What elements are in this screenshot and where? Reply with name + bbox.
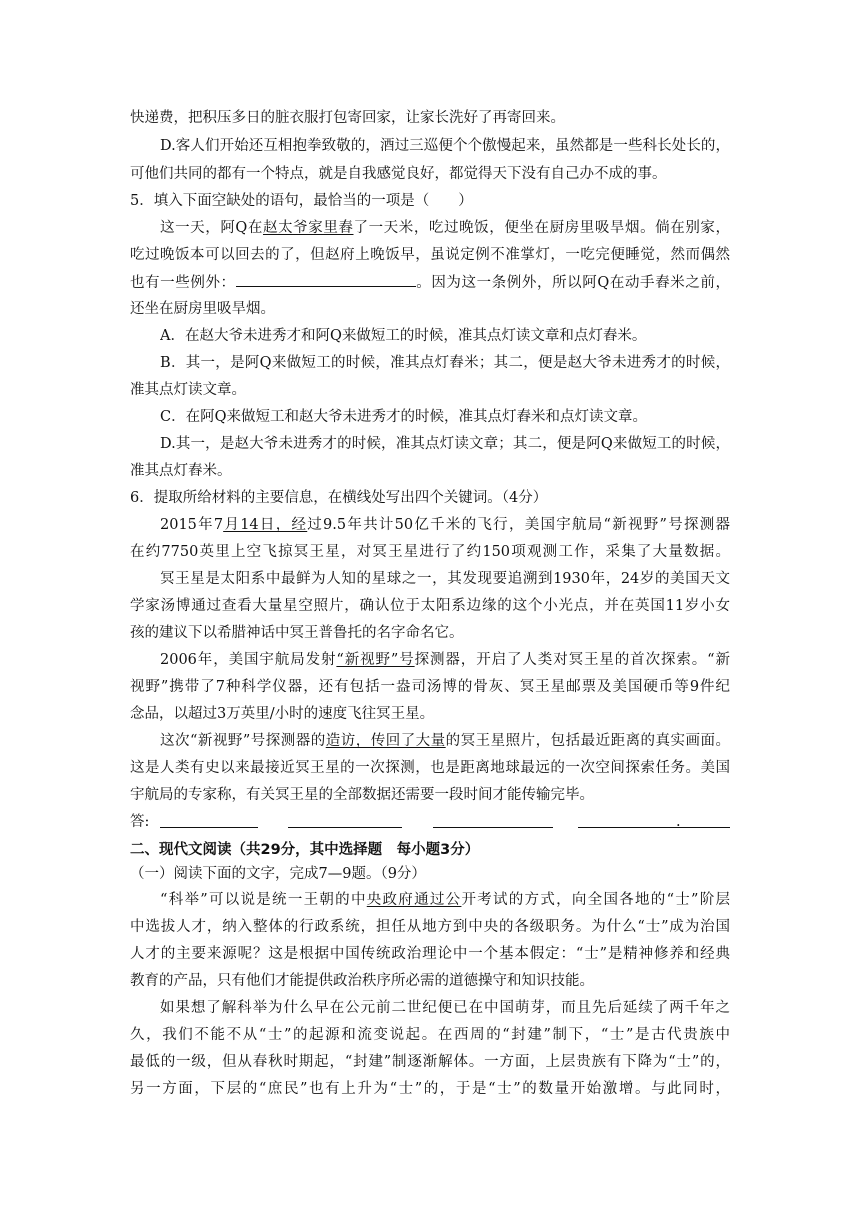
q5-passage-text: 了一天米，吃过晚饭，便坐在厨房里吸旱烟。倘在别家， — [353, 220, 730, 236]
q5-passage-line4: 还坐在厨房里吸旱烟。 — [130, 301, 275, 317]
section2-text: “科举”可以说是统一王朝的中 — [160, 892, 367, 908]
q6-p3-line1 — [160, 650, 730, 670]
q5-passage-text: 。因为这一条例外，所以阿Q在动手舂米之前， — [415, 275, 730, 291]
q6-text: 的冥王星照片，包括最近距离的真实画面。 — [445, 733, 730, 749]
section2-p2-line2: 久，我们不能不从“士”的起源和流变说起。在西周的“封建”制下，“士”是古代贵族中 — [130, 1027, 730, 1043]
q5-passage-text: 这一天，阿Q在 — [160, 220, 263, 236]
q5-fill-blank[interactable] — [236, 272, 416, 287]
q5-option-d-line2: 准其点灯舂米。 — [130, 463, 232, 479]
section2-text: 开考试的方式，向全国各地的“士”阶层 — [461, 892, 730, 908]
q5-option-b-line2: 准其点灯读文章。 — [130, 382, 246, 398]
section2-p1-line4: 教育的产品，只有他们才能提供政治秩序所必需的道德操守和知识技能。 — [130, 973, 594, 989]
section2-heading: 二、现代文阅读（共29分，其中选择题 每小题3分） — [130, 842, 480, 858]
q6-p3-line3: 念品，以超过3万英里/小时的速度飞往冥王星。 — [130, 706, 435, 722]
q6-p4-line2: 这是人类有史以来最接近冥王星的一次探测，也是距离地球最远的一次空间探索任务。美国 — [130, 760, 730, 776]
q5-option-c: C．在阿Q来做短工和赵大爷未进秀才的时候，准其点灯舂米和点灯读文章。 — [160, 409, 647, 425]
q6-text: 2006年，美国宇航局发射 — [160, 652, 337, 668]
q6-answer-label: 答: — [130, 814, 150, 830]
section2-p2-line3: 最低的一级，但从春秋时期起，“封建”制逐渐解体。一方面，上层贵族有下降为“士”的， — [130, 1054, 730, 1070]
section2-p1-line2: 中选拔人才，纳入整体的行政系统，担任从地方到中央的各级职务。为什么“士”成为治国 — [130, 919, 730, 935]
q6-answer-row — [130, 812, 730, 832]
section2-underlined: 央政府通过公 — [366, 892, 462, 908]
section2-p1-line3: 人才的主要来源呢？这是根据中国传统政治理论中一个基本假定：“士”是精神修养和经典 — [130, 946, 730, 962]
q6-stem: 6．提取所给材料的主要信息，在横线处写出四个关键词。（4分） — [130, 490, 548, 506]
q6-answer-blank-2[interactable] — [288, 827, 402, 828]
section2-p2-line4: 另一方面，下层的“庶民”也有上升为“士”的，于是“士”的数量开始激增。与此同时， — [130, 1081, 730, 1097]
q5-passage-line3 — [130, 272, 730, 292]
q4-option-d-line1: D.客人们开始还互相抱拳致敬的，酒过三巡便个个傲慢起来，虽然都是一些科长处长的， — [160, 138, 730, 154]
q4-option-d-line2: 可他们共同的都有一个特点，就是自我感觉良好，都觉得天下没有自己办不成的事。 — [130, 166, 667, 182]
section2-subheading: （一）阅读下面的文字，完成7—9题。（9分） — [130, 866, 426, 882]
q5-passage-underlined: 赵太爷家里舂 — [262, 220, 354, 236]
q5-passage-line2: 吃过晚饭本可以回去的了，但赵府上晚饭早，虽说定例不准掌灯，一吃完便睡觉，然而偶然 — [130, 247, 730, 263]
q5-option-b-line1: B．其一，是阿Q来做短工的时候，准其点灯舂米；其二，便是赵大爷未进秀才的时候， — [160, 355, 730, 371]
q5-passage-line1 — [160, 218, 730, 238]
q5-stem: 5．填入下面空缺处的语句，最恰当的一项是（ ） — [130, 193, 473, 209]
q6-p2-line1: 冥王星是太阳系中最鲜为人知的星球之一，其发现要追溯到1930年，24岁的美国天文 — [160, 571, 730, 587]
q6-p3-line2: 视野”携带了7种科学仪器，还有包括一盎司汤博的骨灰、冥王星邮票及美国硬币等9件纪 — [130, 679, 730, 695]
q6-text: 探测器，开启了人类对冥王星的首次探索。“新 — [414, 652, 730, 668]
q6-text: 这次“新视野”号探测器的 — [160, 733, 326, 749]
q6-underlined: “新视野”号 — [336, 652, 415, 668]
q6-p2-line3: 孩的建议下以希腊神话中冥王普鲁托的名字命名它。 — [130, 625, 464, 641]
q5-passage-text: 也有一些例外： — [130, 275, 236, 291]
q6-answer-blank-1[interactable] — [160, 827, 258, 828]
q6-p4-line3: 宇航局的专家称，有关冥王星的全部数据还需要一段时间才能传输完毕。 — [130, 787, 594, 803]
q6-p2-line2: 学家汤博通过查看大量星空照片，确认位于太阳系边缘的这个小光点，并在英国11岁小女 — [130, 598, 730, 614]
q4-option-c-end: 快递费，把积压多日的脏衣服打包寄回家，让家长洗好了再寄回来。 — [130, 110, 565, 126]
section2-p2-line1: 如果想了解科举为什么早在公元前二世纪便已在中国萌芽，而且先后延续了两千年之 — [160, 1000, 730, 1016]
q6-text: 2015年7 — [160, 517, 224, 533]
q6-answer-blank-3[interactable] — [433, 827, 553, 828]
q6-underlined: 造访，传回了大量 — [325, 733, 446, 749]
q6-answer-end: . — [676, 814, 681, 830]
q5-option-d-line1: D.其一，是赵大爷未进秀才的时候，准其点灯读文章；其二，便是阿Q来做短工的时候， — [160, 436, 730, 452]
section2-p1-line1 — [160, 890, 730, 910]
q6-text: 过9.5年共计50亿千米的飞行，美国宇航局“新视野”号探测器 — [307, 517, 730, 533]
q6-underlined: 月14日，经 — [223, 517, 308, 533]
q6-p4-line1 — [160, 731, 730, 751]
q6-answer-blank-4[interactable] — [578, 827, 730, 828]
q6-p1-line1 — [160, 515, 730, 535]
q5-option-a: A．在赵大爷未进秀才和阿Q来做短工的时候，准其点灯读文章和点灯舂米。 — [160, 328, 647, 344]
q6-p1-line2: 在约7750英里上空飞掠冥王星，对冥王星进行了约150项观测工作，采集了大量数据。 — [130, 544, 730, 560]
